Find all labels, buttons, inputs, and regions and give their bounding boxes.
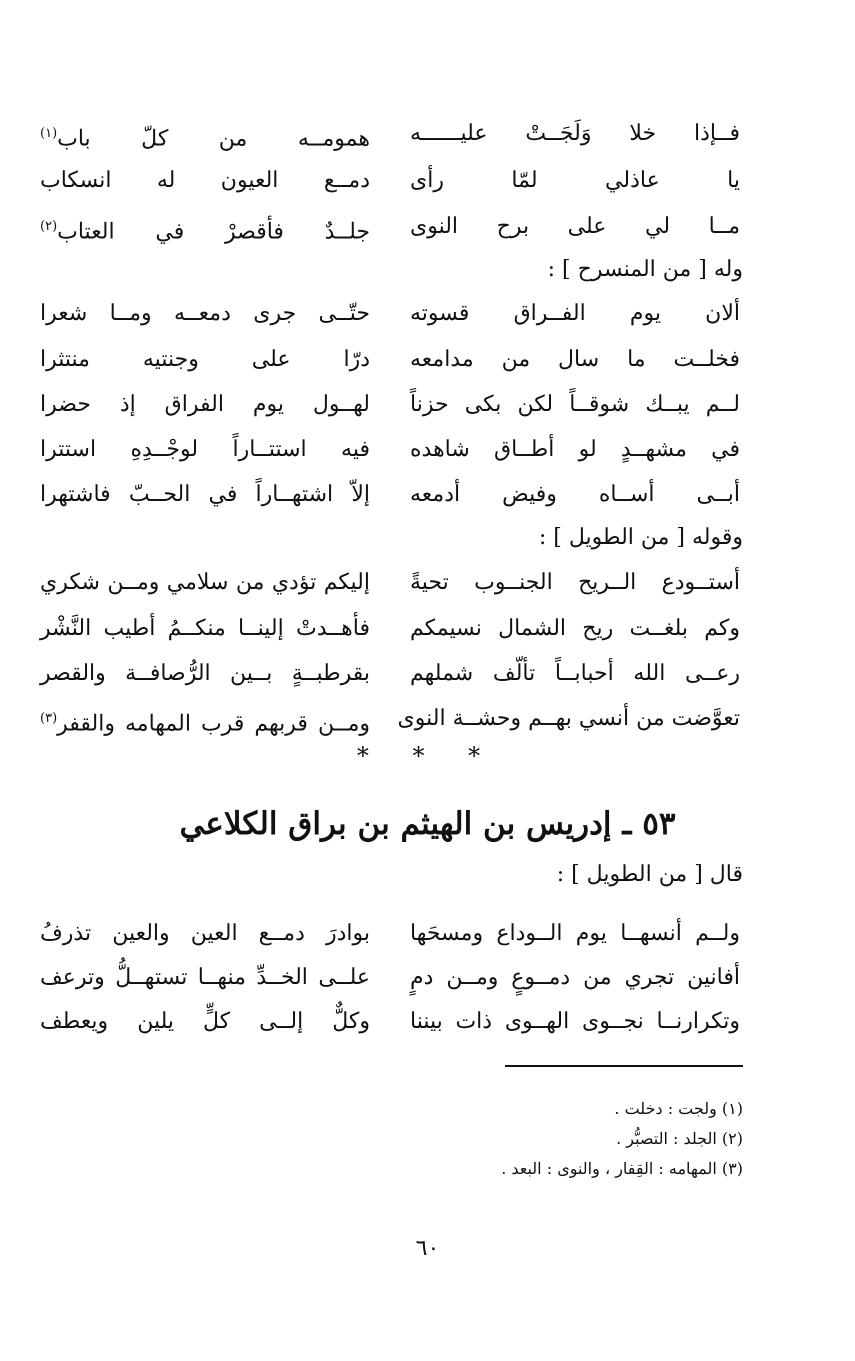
- verse-second-hemistich: إلاّ اشتهــاراً في الحــبّ فاشتهرا: [40, 482, 370, 507]
- poem-intro: وقوله [ من الطويل ] :: [538, 525, 743, 550]
- verse-line: [40, 651, 740, 697]
- verse-line: [40, 158, 740, 204]
- verse-second-hemistich: بوادرَ دمــع العين والعين تذرفُ: [40, 921, 370, 946]
- verse-first-hemistich: يا عاذلي لمّا رأى: [410, 168, 740, 193]
- verse-first-hemistich: وكم بلغــت ريح الشمال نسيمكم: [410, 616, 740, 641]
- verse-second-hemistich: جلــدٌ فأقصرْ في العتاب$^{(٢)}$: [40, 219, 370, 245]
- verse-first-hemistich: مــا لي على برح النوى: [410, 214, 740, 239]
- verse-second-hemistich: ومــن قربهم قرب المهامه والقفر$^{(٣)}$: [40, 711, 370, 737]
- poem-intro: وله [ من المنسرح ] :: [547, 257, 743, 282]
- verse-first-hemistich: ولــم أنسهــا يوم الــوداع ومسحَها: [410, 921, 740, 946]
- page-number: ٦٠: [415, 1236, 440, 1261]
- verse-line: [40, 337, 740, 383]
- verse-second-hemistich: وكلٌّ إلــى كلٍّ يلين ويعطف: [40, 1009, 370, 1034]
- verse-line: [40, 955, 740, 1001]
- verse-first-hemistich: لــم يبــك شوقــاً لكن بكى حزناً: [410, 392, 740, 417]
- verse-second-hemistich: إليكم تؤدي من سلامي ومــن شكري: [40, 570, 370, 595]
- footnote: (١) ولجت : دخلت .: [614, 1099, 743, 1118]
- verse-second-hemistich: فيه استتــاراً لوجْــدِهِ استترا: [40, 437, 370, 462]
- verse-first-hemistich: فــإذا خلا وَلَجَــتْ عليــــــه: [410, 121, 740, 146]
- footnote-marker: (٣): [40, 711, 58, 726]
- verse-second-hemistich: علــى الخــدِّ منهــا تستهــلُّ وترعف: [40, 965, 370, 990]
- verse-second-hemistich: حتّــى جرى دمعــه ومــا شعرا: [40, 301, 370, 326]
- section-separator-stars: * * *: [356, 742, 499, 770]
- verse-first-hemistich: تعوَّضت من أنسي بهــم وحشــة النوى: [397, 706, 740, 731]
- footnote: (٢) الجلد : التصبُّر .: [616, 1129, 743, 1148]
- verse-second-hemistich: بقرطبــةٍ بــين الرُّصافــة والقصر: [40, 661, 370, 686]
- verse-first-hemistich: ألان يوم الفــراق قسوته: [410, 301, 740, 326]
- verse-second-hemistich: هموم‍ــه من كلّ باب$^{(١)}$: [40, 126, 370, 152]
- verse-line: [40, 560, 740, 606]
- verse-second-hemistich: درّا على وجنتيه منتثرا: [40, 347, 370, 372]
- verse-first-hemistich: أفانين تجري من دمــوعٍ ومــن دمٍ: [410, 965, 740, 990]
- verse-line: [40, 427, 740, 473]
- verse-line: [40, 111, 740, 157]
- footnote: (٣) المهامه : القِفار ، والنوى : البعد .: [501, 1159, 743, 1178]
- verse-first-hemistich: في مشهــدٍ لو أطــاق شاهده: [410, 437, 740, 462]
- verse-line: [40, 291, 740, 337]
- verse-second-hemistich: لهــول يوم الفراق إذ حضرا: [40, 392, 370, 417]
- footnote-marker: (١): [40, 126, 58, 141]
- verse-line: [40, 696, 740, 742]
- verse-second-hemistich: دمــع العيون له انسكاب: [40, 168, 370, 193]
- verse-line: [40, 999, 740, 1045]
- footnote-divider: [505, 1065, 743, 1067]
- verse-first-hemistich: أبــى أســاه وفيض أدمعه: [410, 482, 740, 507]
- verse-line: [40, 472, 740, 518]
- verse-first-hemistich: أستــودع الــريح الجنــوب تحيةً: [410, 570, 740, 595]
- verse-line: [40, 911, 740, 957]
- verse-first-hemistich: وتكرارنــا نجــوى الهــوى ذات بيننا: [410, 1009, 740, 1034]
- verse-line: [40, 382, 740, 428]
- poem-intro: قال [ من الطويل ] :: [556, 862, 743, 887]
- entry-heading: ٥٣ ـ إدريس بن الهيثم بن براق الكلاعي: [179, 806, 676, 842]
- footnote-marker: (٢): [40, 219, 58, 234]
- verse-line: [40, 606, 740, 652]
- verse-second-hemistich: فأهــدتْ إلينــا منكــمُ أطيب النَّشْر: [40, 616, 370, 641]
- verse-first-hemistich: فخلــت ما سال من مدامعه: [410, 347, 740, 372]
- verse-line: [40, 204, 740, 250]
- verse-first-hemistich: رعــى الله أحبابــاً تألّف شملهم: [410, 661, 740, 686]
